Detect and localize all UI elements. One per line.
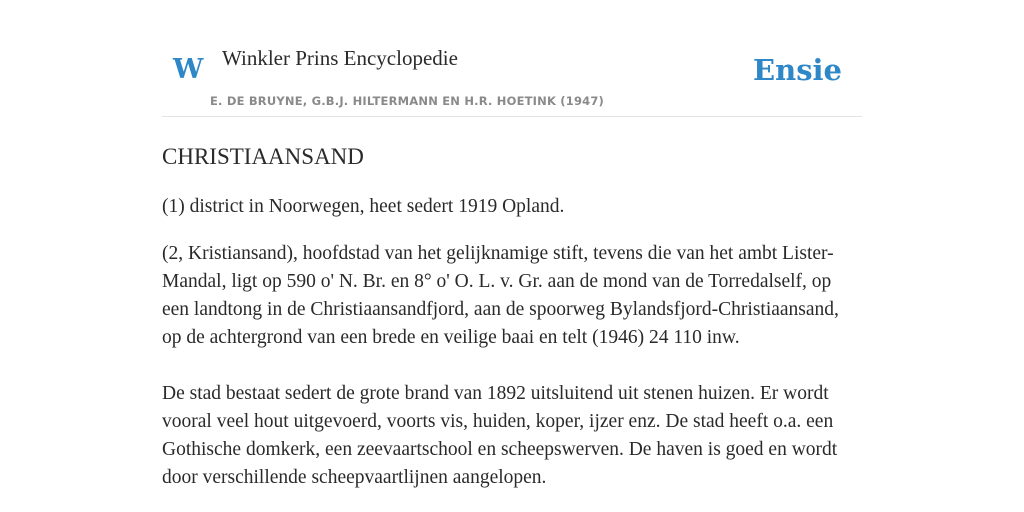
encyclopedia-title: Winkler Prins Encyclopedie (222, 46, 458, 70)
encyclopedia-authors: E. DE BRUYNE, G.B.J. HILTERMANN EN H.R. HOETINK (1947) (210, 94, 605, 108)
ensie-brand-link[interactable]: Ensie (753, 53, 842, 87)
article-paragraph: De stad bestaat sedert de grote brand van 1892 uitsluitend uit stenen huizen. Er wordt vooral veel hout uitgevoerd, voorts vis, huiden, koper, ijzer enz. De stad heeft o.a. een Gothische domkerk, een zeevaartschool en scheepswerven. De haven is goed en wordt door verschillende scheepvaartlijnen aangelopen. (162, 383, 838, 488)
page (162, 0, 862, 512)
header (162, 0, 862, 117)
encyclopedia-logo[interactable]: W (173, 54, 204, 85)
article-paragraph: (2, Kristiansand), hoofdstad van het gelijknamige stift, tevens die van het ambt Lister-Mandal, ligt op 590 o' N. Br. en 8° o' O. L. v. Gr. aan de mond van de Torredalself, op een landtong in de Christiaansandfjord, aan de spoorweg Bylandsfjord-Christiaansand, op de achtergrond van een brede en veilige baai en telt (1946) 24 110 inw. (162, 243, 839, 348)
article-content (162, 143, 862, 492)
article-paragraph: (1) district in Noorwegen, heet sedert 1919 Opland. (162, 196, 565, 217)
article-title: CHRISTIAANSAND (162, 144, 364, 169)
